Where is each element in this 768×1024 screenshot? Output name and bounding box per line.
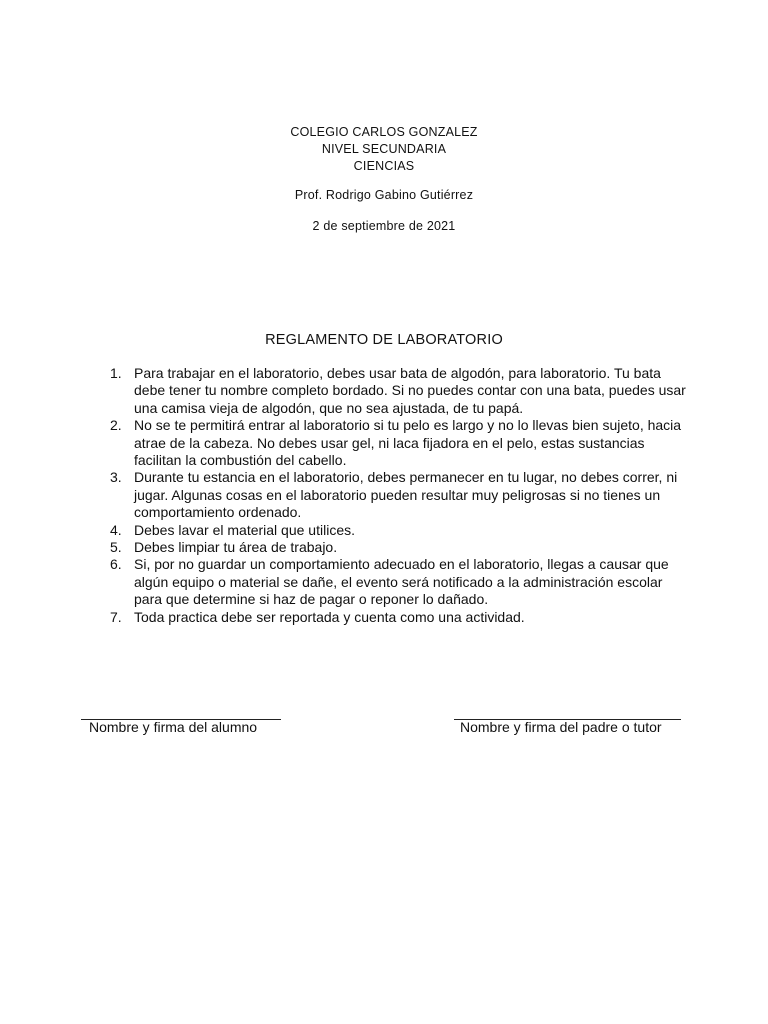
rule-item bbox=[106, 417, 686, 469]
rule-number: 5. bbox=[110, 539, 122, 556]
rule-text-line: una camisa vieja de algodón, que no sea ajustada, de tu papá. bbox=[134, 399, 524, 416]
rule-number: 3. bbox=[110, 469, 122, 486]
rule-text-line: algún equipo o material se dañe, el evento será notificado a la administración escolar bbox=[134, 573, 663, 590]
rule-number: 6. bbox=[110, 556, 122, 573]
rule-item bbox=[106, 365, 686, 417]
rule-text-line: atrae de la cabeza. No debes usar gel, ni laca fijadora en el pelo, estas sustancias bbox=[134, 434, 645, 451]
school-name: COLEGIO CARLOS GONZALEZ bbox=[290, 125, 478, 139]
rules-list bbox=[106, 365, 686, 626]
document-title: REGLAMENTO DE LABORATORIO bbox=[265, 332, 503, 348]
rule-text-line: Durante tu estancia en el laboratorio, debes permanecer en tu lugar, no debes correr, ni bbox=[134, 469, 678, 486]
rule-number: 7. bbox=[110, 608, 122, 625]
rule-item bbox=[106, 556, 686, 608]
teacher-name: Prof. Rodrigo Gabino Gutiérrez bbox=[294, 188, 474, 202]
rule-number: 4. bbox=[110, 521, 122, 538]
rule-item bbox=[106, 522, 686, 539]
student-signature-label: Nombre y firma del alumno bbox=[89, 719, 258, 735]
document-date: 2 de septiembre de 2021 bbox=[312, 219, 456, 233]
subject-name: CIENCIAS bbox=[353, 159, 415, 173]
rule-text-line: Toda practica debe ser reportada y cuenta como una actividad. bbox=[134, 608, 525, 625]
rule-number: 2. bbox=[110, 417, 122, 434]
school-header bbox=[0, 124, 768, 175]
rule-text-line: facilitan la combustión del cabello. bbox=[134, 452, 347, 469]
rule-item bbox=[106, 539, 686, 556]
rule-text-line: comportamiento ordenado. bbox=[134, 504, 302, 521]
parent-signature-label: Nombre y firma del padre o tutor bbox=[460, 719, 662, 735]
rule-text-line: Debes limpiar tu área de trabajo. bbox=[134, 539, 338, 556]
rule-text-line: para que determine si haz de pagar o reponer lo dañado. bbox=[134, 591, 489, 608]
rule-text-line: Para trabajar en el laboratorio, debes usar bata de algodón, para laboratorio. Tu bata bbox=[134, 365, 661, 381]
school-level: NIVEL SECUNDARIA bbox=[321, 142, 447, 156]
rule-item bbox=[106, 469, 686, 521]
rule-item bbox=[106, 609, 686, 626]
rule-text-line: No se te permitirá entrar al laboratorio si tu pelo es largo y no lo llevas bien sujeto, hacia bbox=[134, 417, 682, 434]
rule-text-line: Debes lavar el material que utilices. bbox=[134, 521, 355, 538]
rule-text-line: jugar. Algunas cosas en el laboratorio pueden resultar muy peligrosas si no tienes un bbox=[134, 486, 661, 503]
rule-text-line: Si, por no guardar un comportamiento adecuado en el laboratorio, llegas a causar que bbox=[134, 556, 669, 573]
rule-text-line: debe tener tu nombre completo bordado. Si no puedes contar con una bata, puedes usar bbox=[134, 382, 686, 399]
rule-number: 1. bbox=[110, 365, 122, 381]
